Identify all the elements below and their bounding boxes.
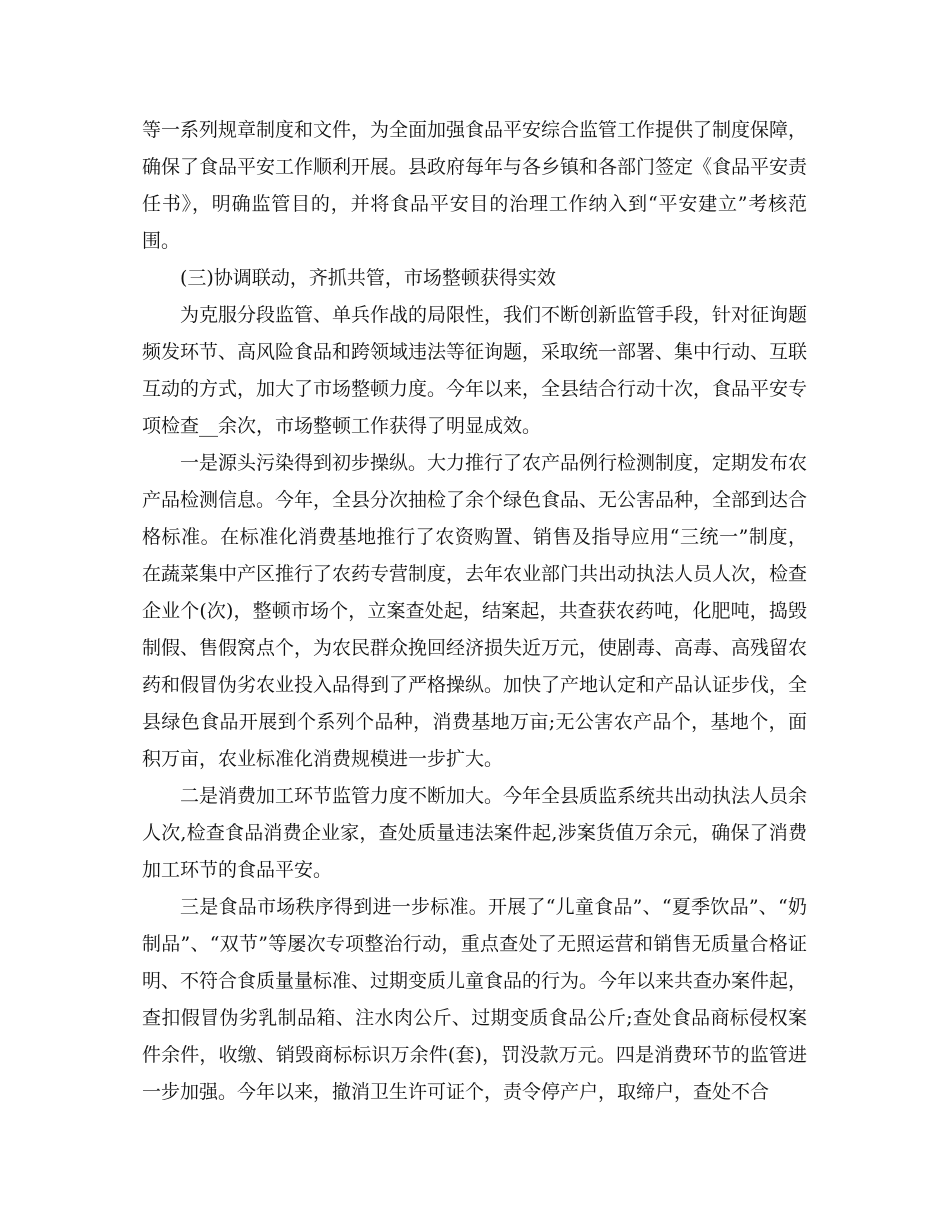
- paragraph-intro: 为克服分段监管、单兵作战的局限性，我们不断创新监管手段，针对征询题频发环节、高风险食品和跨领域违法等征询题，采取统一部署、集中行动、互联互动的方式，加大了市场整顿力度。今年以来，全县结合行动十次，食品平安专项检查__余次，市场整顿工作获得了明显成效。: [142, 304, 808, 437]
- section-heading: (三)协调联动，齐抓共管，市场整顿获得实效: [180, 267, 556, 289]
- paragraph-source-control: 一是源头污染得到初步操纵。大力推行了农产品例行检测制度，定期发布农产品检测信息。今年，全县分次抽检了余个绿色食品、无公害品种，全部到达合格标准。在标准化消费基地推行了农资购置、销售及指导应用“三统一”制度，在蔬菜集中产区推行了农药专营制度，去年农业部门共出动执法人员人次，检查企业个(次)，整顿市场个，立案查处起，结案起，共查获农药吨，化肥吨，捣毁制假、售假窝点个，为农民群众挽回经济损失近万元，使剧毒、高毒、高残留农药和假冒伪劣农业投入品得到了严格操纵。加快了产地认定和产品认证步伐，全县绿色食品开展到个系列个品种，消费基地万亩;无公害农产品个，基地个，面积万亩，农业标准化消费规模进一步扩大。: [142, 452, 808, 770]
- document-body: [142, 112, 807, 1111]
- paragraph-continuation: 等一系列规章制度和文件，为全面加强食品平安综合监管工作提供了制度保障，确保了食品平安工作顺利开展。县政府每年与各乡镇和各部门签定《食品平安责任书》，明确监管目的，并将食品平安目的治理工作纳入到“平安建立”考核范围。: [142, 119, 808, 252]
- paragraph-processing: 二是消费加工环节监管力度不断加大。今年全县质监系统共出动执法人员余人次,检查食品消费企业家，查处质量违法案件起,涉案货值万余元，确保了消费加工环节的食品平安。: [142, 785, 808, 881]
- paragraph-market-order: 三是食品市场秩序得到进一步标准。开展了“儿童食品”、“夏季饮品”、“奶制品”、“双节”等屡次专项整治行动，重点查处了无照运营和销售无质量合格证明、不符合食质量量标准、过期变质儿童食品的行为。今年以来共查办案件起，查扣假冒伪劣乳制品箱、注水肉公斤、过期变质食品公斤;查处食品商标侵权案件余件，收缴、销毁商标标识万余件(套)，罚没款万元。四是消费环节的监管进一步加强。今年以来，撤消卫生许可证个，责令停产户，取缔户，查处不合: [142, 896, 808, 1103]
